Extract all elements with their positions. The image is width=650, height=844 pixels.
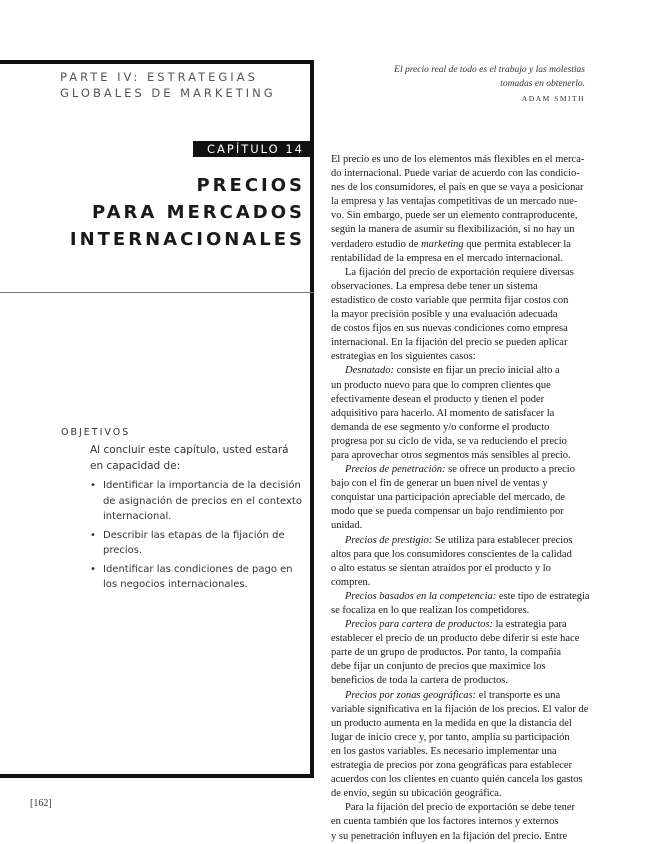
body-line [331,590,593,604]
body-line [331,773,593,787]
body-line [331,660,593,674]
body-text-run: verdadero estudio de [331,238,422,250]
body-text-run: consiste en fijar un precio inicial alto a [394,365,560,377]
epigraph-quote-line: El precio real de todo es el trabajo y las molestias [394,65,585,75]
body-line [331,604,593,618]
body-line [331,562,593,576]
body-text-run: unidad. [331,520,363,532]
chapter-title-line: PARA MERCADOS [92,202,305,223]
body-line [331,336,593,350]
body-text-run: estrategia de precios por zona geográficas para establecer [331,760,573,772]
body-text-run: o alto estatus se sientan atraídos por el producto y lo [331,562,551,574]
body-text-run: Se utiliza para establecer precios [432,534,573,546]
objective-item: • Describir las etapas de la fijación de precios. [90,528,305,559]
chapter-title-line: INTERNACIONALES [69,229,305,250]
objectives-list [90,478,305,596]
body-text-run: rentabilidad de la empresa en el mercado internacional. [331,252,564,264]
body-text-run: la empresa y las ventajas competitivas de un mercado nue- [331,196,578,208]
body-line [331,801,593,815]
body-line [331,280,593,294]
body-line [331,576,593,590]
body-text-run: demanda de ese segmento y/o conforme el producto [331,421,550,433]
body-text-run: estadístico de costo variable que permita fijar costos con [331,294,569,306]
body-line [331,618,593,632]
section-divider [0,292,314,293]
chapter-label: CAPÍTULO 14 [193,141,310,157]
epigraph [345,63,585,106]
body-italic-text: Precios para cartera de productos: [345,619,493,631]
body-text-run: parte de un grupo de productos. Por tanto, la compañía [331,647,562,659]
body-line [331,815,593,829]
body-italic-text: Precios de penetración: [345,464,446,476]
body-text-run: beneficios de toda la cartera de productos. [331,675,508,687]
body-line [331,477,593,491]
chapter-title [70,172,305,253]
body-text-run: internacional. En la fijación del precio se pueden aplicar [331,337,568,349]
body-line [331,393,593,407]
body-text-run: el transporte es una [476,689,561,701]
body-text-run: compren. [331,576,371,588]
part-heading-line: GLOBALES DE MARKETING [60,86,276,100]
body-text-run: lugar de inicio crece y, por tanto, amplía su participación [331,731,570,743]
body-line [331,703,593,717]
body-text-run: La fijación del precio de exportación requiere diversas [345,266,574,278]
body-line [331,364,593,378]
body-text-run: altos para que los consumidores conscientes de la calidad [331,548,572,560]
body-text-run: efectivamente desean el producto y tienen el poder [331,393,545,405]
body-line [331,632,593,646]
body-text-run: vo. Sin embargo, puede ser un elemento contraproducente, [331,210,578,222]
body-line [331,209,593,223]
body-line [331,153,593,167]
body-text [331,153,593,844]
body-text-run: se focaliza en lo que realizan los competidores. [331,605,530,616]
body-line [331,223,593,237]
body-text-run: de envío, según su ubicación geográfica. [331,788,502,800]
body-text-run: modo que se pueda compensar un bajo rendimiento por [331,506,564,518]
body-text-run: conquistar una participación apreciable del mercado, de [331,492,566,504]
body-text-run: para aprovechar otros segmentos más sensibles al precio. [331,449,571,461]
body-text-run: que permita establecer la [463,238,571,250]
body-line [331,830,593,844]
body-text-run: un producto nuevo para que lo compren clientes que [331,379,551,391]
body-line [331,238,593,252]
body-line [331,731,593,745]
body-line [331,491,593,505]
body-text-run: El precio es uno de los elementos más flexibles en el merca- [331,154,585,165]
body-italic-text: Precios basados en la competencia: [345,590,497,602]
body-italic-text: Precios de prestigio: [345,534,433,546]
body-line [331,379,593,393]
body-text-run: bajo con el fin de generar un buen nivel de ventas y [331,478,548,490]
objectives-intro: Al concluir este capítulo, usted estará en capacidad de: [90,444,289,472]
body-text-run: establecer el precio de un producto debe diferir si este hace [331,633,580,645]
body-text-run: adquisitivo para hacerlo. Al momento de satisfacer la [331,407,555,419]
body-line [331,195,593,209]
body-line [331,181,593,195]
part-heading [60,69,310,101]
body-line [331,322,593,336]
body-italic-text: marketing [421,238,464,250]
body-line [331,745,593,759]
objective-item: • Identificar la importancia de la decisión de asignación de precios en el contexto internacional. [90,478,305,525]
objective-item: • Identificar las condiciones de pago en los negocios internacionales. [90,562,305,593]
body-text-run: en los gastos variables. Es necesario implementar una [331,745,557,757]
body-text-run: debe fijar un conjunto de precios que maximice los [331,661,546,673]
body-text-run: se ofrece un producto a precio [445,464,575,476]
body-text-run: la estrategia para [492,619,567,631]
epigraph-quote-line: tomadas en obtenerlo. [500,79,585,89]
body-text-run: Para la fijación del precio de exportación se debe tener [345,802,576,814]
chapter-frame [0,60,314,778]
body-text-run: este tipo de estrategia [496,590,590,602]
page-number: [162] [30,798,52,809]
body-line [331,435,593,449]
body-text-run: la mayor precisión posible y una evaluación adecuada [331,309,558,321]
body-line [331,548,593,562]
body-line [331,505,593,519]
body-text-run: de costos fijos en sus nuevas condiciones como empresa [331,323,568,335]
body-line [331,350,593,364]
body-line [331,308,593,322]
body-text-run: observaciones. La empresa debe tener un sistema [331,280,538,292]
body-text-run: do internacional. Puede variar de acuerdo con las condicio- [331,168,580,180]
body-line [331,266,593,280]
part-heading-line: PARTE IV: ESTRATEGIAS [60,70,258,84]
body-line [331,759,593,773]
body-line [331,674,593,688]
epigraph-author: ADAM SMITH [521,94,585,103]
body-text-run: un producto aumenta en la medida en que la distancia del [331,717,572,729]
body-line [331,689,593,703]
body-line [331,407,593,421]
body-text-run: en cuenta también que los factores internos y externos [331,816,559,828]
body-line [331,519,593,533]
objectives-heading: OBJETIVOS [61,427,131,438]
body-text-run: estrategias en los siguientes casos: [331,351,476,363]
body-line [331,167,593,181]
body-italic-text: Precios por zonas geográficas: [345,689,477,701]
body-text-run: variable significativa en la fijación de los precios. El valor de [331,703,589,715]
body-text-run: nes de los consumidores, el país en que se vaya a posicionar [331,182,584,194]
body-text-run: y su penetración influyen en la fijación del precio. Entre [331,830,568,842]
body-line [331,646,593,660]
body-line [331,787,593,801]
body-line [331,294,593,308]
body-line [331,421,593,435]
body-line [331,463,593,477]
body-line [331,534,593,548]
body-text-run: progresa por su ciclo de vida, se va reduciendo el precio [331,435,567,447]
body-italic-text: Desnatado: [345,365,394,377]
body-line [331,252,593,266]
body-line [331,449,593,463]
body-line [331,717,593,731]
chapter-title-line: PRECIOS [196,175,305,196]
body-text-run: acuerdos con los clientes en cuanto quién cancela los gastos [331,774,583,786]
body-text-run: según la manera de asumir su flexibilización, si no hay un [331,224,575,236]
